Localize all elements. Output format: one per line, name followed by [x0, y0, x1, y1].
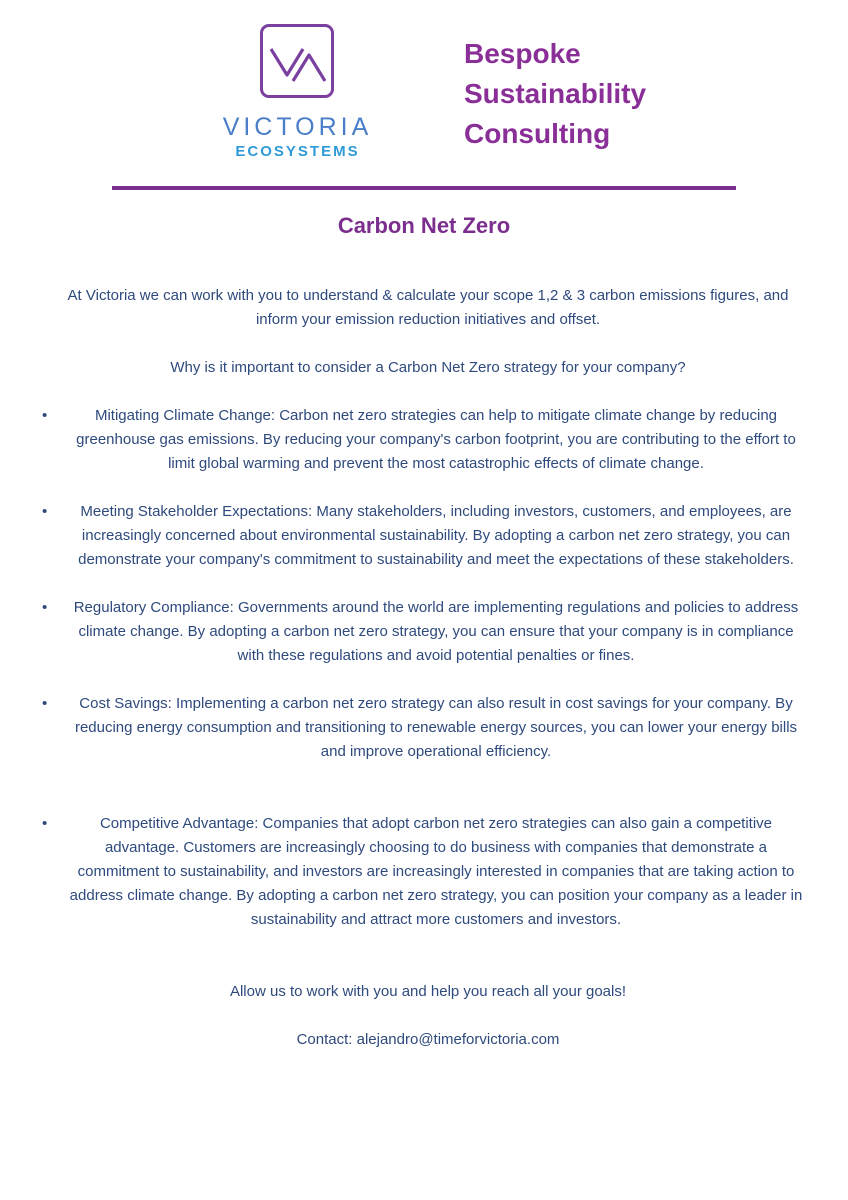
tagline: [464, 34, 724, 154]
document-body: [48, 284, 808, 1052]
list-item: • Cost Savings: Implementing a carbon net zero strategy can also result in cost savings for your company. By reducing energy consumption and transitioning to renewable energy sources, you can lower your energy bills and improve operational efficiency.: [48, 692, 808, 764]
victoria-ecosystems-logo: [200, 22, 395, 164]
logo-subtitle: ECOSYSTEMS: [235, 143, 360, 160]
logo-mark-icon: [260, 24, 334, 98]
list-item: • Mitigating Climate Change: Carbon net zero strategies can help to mitigate climate change by reducing greenhouse gas emissions. By reducing your company's carbon footprint, you are contributing to the effort to limit global warming and prevent the most catastrophic effects of climate change.: [48, 404, 808, 476]
tagline-line-1: Bespoke: [464, 38, 581, 69]
page-title: Carbon Net Zero: [337, 213, 511, 238]
question-paragraph: Why is it important to consider a Carbon Net Zero strategy for your company?: [170, 359, 686, 376]
benefits-list: [48, 404, 808, 932]
logo-wordmark: VICTORIA: [222, 113, 373, 141]
va-monogram-icon: [263, 27, 331, 95]
tagline-line-2: Sustainability: [464, 78, 647, 109]
list-item: • Meeting Stakeholder Expectations: Many stakeholders, including investors, customers, and employees, are increasingly concerned about environmental sustainability. By adopting a carbon net zero strategy, you can demonstrate your company's commitment to sustainability and meet the expectations of these stakeholders.: [48, 500, 808, 572]
tagline-line-3: Consulting: [464, 118, 611, 149]
list-item: • Competitive Advantage: Companies that adopt carbon net zero strategies can also gain a competitive advantage. Customers are increasingly choosing to do business with companies that demonstrate a commitment to sustainability, and investors are increasingly interested in companies that are taking action to address climate change. By adopting a carbon net zero strategy, you can position your company as a leader in sustainability and attract more customers and investors.: [48, 812, 808, 932]
list-item: • Regulatory Compliance: Governments around the world are implementing regulations and policies to address climate change. By adopting a carbon net zero strategy, you can ensure that your company is in compliance with these regulations and avoid potential penalties or fines.: [48, 596, 808, 668]
closing-paragraph: Allow us to work with you and help you reach all your goals!: [229, 983, 627, 1000]
intro-paragraph: At Victoria we can work with you to understand & calculate your scope 1,2 & 3 carbon emissions figures, and inform your emission reduction initiatives and offset.: [67, 287, 789, 328]
contact-line: Contact: alejandro@timeforvictoria.com: [296, 1031, 560, 1048]
header-divider: [112, 186, 736, 190]
